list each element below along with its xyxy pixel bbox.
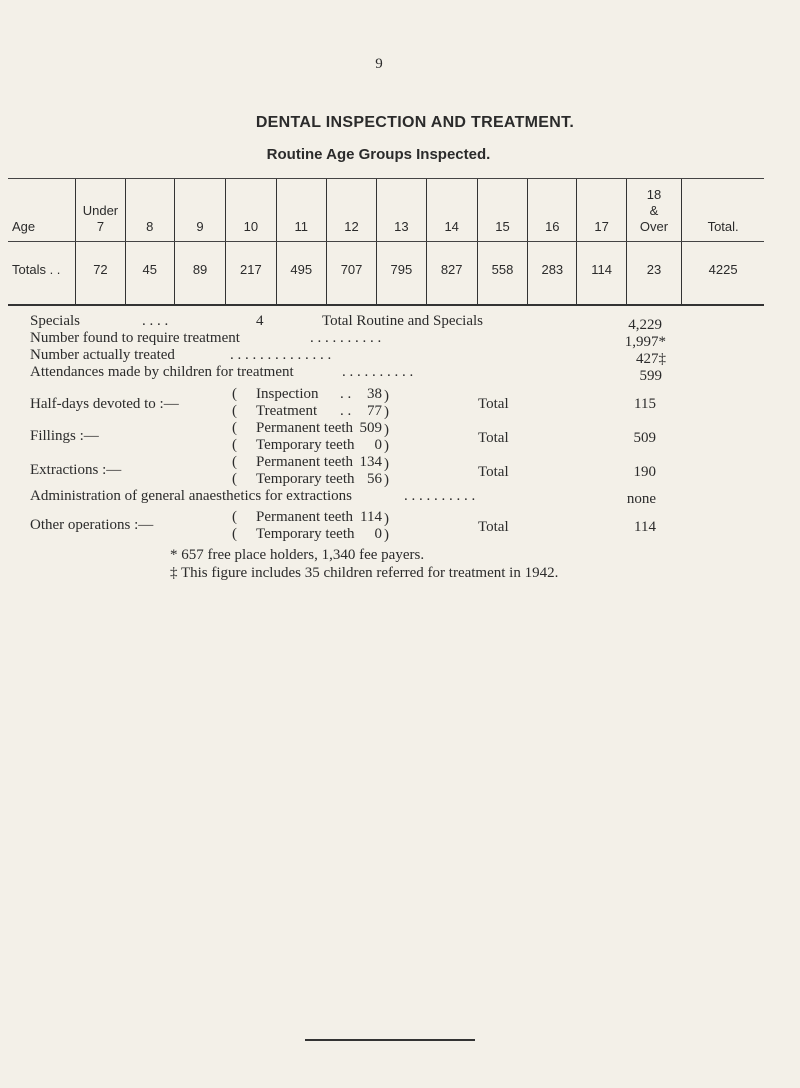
half-days-item-name: Inspection [256,386,319,402]
right-brace: ) ) [384,511,389,543]
age-label: Age [8,179,76,242]
total-cell: 4225 [682,242,764,306]
age-header-cell: 9 [174,179,225,242]
age-header-cell: 8 [125,179,174,242]
fillings-item-value: 0 [374,437,382,453]
treated-value: 427‡ [636,351,666,367]
other-operations-label: Other operations :— [30,517,154,533]
age-groups-table [8,178,764,306]
specials-label: Specials [30,313,80,329]
page-subtitle: Routine Age Groups Inspected. [266,146,491,163]
other-operations-total-label: Total [478,519,509,535]
treated-label: Number actually treated [30,347,175,363]
total-cell: 23 [626,242,681,306]
age-header-cell: 18 & Over [626,179,681,242]
total-cell: 495 [276,242,326,306]
half-days-item-name: Treatment [256,403,318,419]
age-header-row [8,179,764,242]
other-operations-item-value: 114 [360,509,382,525]
extractions-total-label: Total [478,464,509,480]
age-header-cell: 12 [326,179,376,242]
age-header-cell: 17 [577,179,626,242]
extractions-item-value: 56 [367,471,382,487]
left-brace: ( ( [232,386,237,419]
total-cell: 827 [426,242,477,306]
fillings-item-name: Temporary teeth [256,437,355,453]
age-header-cell: 15 [477,179,527,242]
fillings-item-name: Permanent teeth [256,420,354,436]
treated-dots: . . . . . . . . . . . . . . [230,347,332,363]
total-cell: 558 [477,242,527,306]
age-header-cell: 11 [276,179,326,242]
attendances-label: Attendances made by children for treatment [30,364,294,380]
right-brace: ) ) [384,456,389,488]
extractions-label: Extractions :— [30,462,122,478]
require-dots: . . . . . . . . . . [310,330,382,346]
specials-dots: . . . . [142,313,169,329]
total-cell: 45 [125,242,174,306]
half-days-item-dots: . . [340,403,352,419]
total-routine-value: 4,229 [628,317,662,333]
age-header-cell: 14 [426,179,477,242]
specials-value: 4 [256,313,264,329]
page-number: 9 [375,56,383,72]
admin-label: Administration of general anaesthetics for extractions [30,488,352,504]
left-brace: ( ( [232,454,237,487]
total-cell: 217 [226,242,276,306]
extractions-total: 190 [633,464,656,480]
half-days-total-label: Total [478,396,509,412]
totals-row [8,242,764,306]
half-days-item-value: 38 [367,386,382,402]
total-cell: 89 [174,242,225,306]
attendances-dots: . . . . . . . . . . [342,364,414,380]
half-days-total: 115 [634,396,656,412]
right-brace: ) ) [384,388,389,420]
footnote-referred: ‡ This figure includes 35 children referred for treatment in 1942. [170,565,559,581]
half-days-item-dots: . . [340,386,352,402]
total-cell: 707 [326,242,376,306]
half-days-item-value: 77 [367,403,382,419]
admin-dots: . . . . . . . . . . [404,488,476,504]
total-cell: 283 [528,242,577,306]
total-routine-label: Total Routine and Specials [322,313,484,329]
total-cell: 114 [577,242,626,306]
require-value: 1,997* [624,334,666,350]
fillings-total: 509 [633,430,656,446]
age-header-cell: 13 [377,179,426,242]
bottom-rule [305,1039,475,1041]
admin-value: none [626,491,656,507]
fillings-label: Fillings :— [30,428,99,444]
left-brace: ( ( [232,509,237,542]
extractions-item-name: Temporary teeth [256,471,355,487]
extractions-item-name: Permanent teeth [256,454,354,470]
fillings-total-label: Total [478,430,509,446]
other-operations-item-name: Permanent teeth [256,509,354,525]
left-brace: ( ( [232,420,237,453]
attendances-value: 599 [639,368,662,384]
age-header-cell: 10 [226,179,276,242]
age-header-cell: Under 7 [76,179,125,242]
footnote-free-places: * 657 free place holders, 1,340 fee payers. [170,547,425,563]
totals-label: Totals . . [8,242,76,306]
require-label: Number found to require treatment [30,330,240,346]
other-operations-total: 114 [634,519,656,535]
right-brace: ) ) [384,422,389,454]
total-cell: 795 [377,242,426,306]
page-title: DENTAL INSPECTION AND TREATMENT. [255,114,575,131]
other-operations-item-name: Temporary teeth [256,526,355,542]
age-header-cell: 16 [528,179,577,242]
extractions-item-value: 134 [359,454,382,470]
total-cell: 72 [76,242,125,306]
age-header-cell: Total. [682,179,764,242]
fillings-item-value: 509 [359,420,382,436]
half-days-label: Half-days devoted to :— [30,396,179,412]
other-operations-item-value: 0 [374,526,382,542]
